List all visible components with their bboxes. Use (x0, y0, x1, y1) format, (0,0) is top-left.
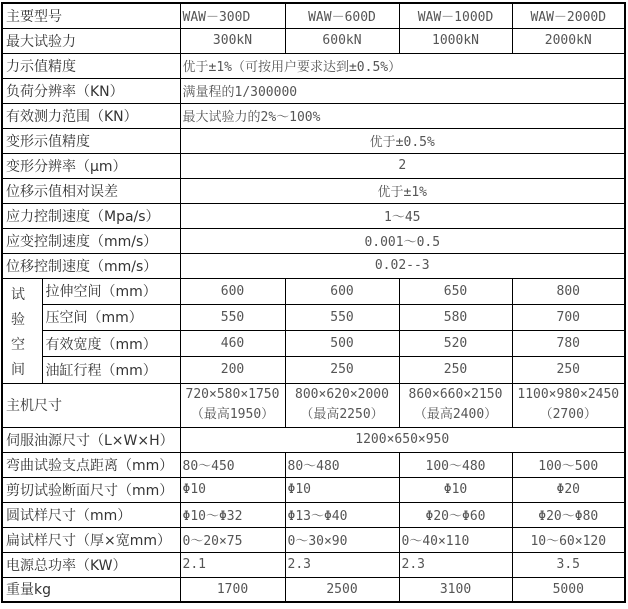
row-label: 主机尺寸 (2, 383, 180, 427)
value-cell: 800×620×2000 （最高2250） (285, 383, 399, 427)
table-row (2, 502, 625, 527)
table-row (2, 278, 625, 304)
value-cell: Φ10 (399, 477, 512, 502)
value-cell: 0～40×110 (399, 527, 512, 552)
row-label: 重量kg (2, 577, 180, 602)
value-cell: 100～480 (399, 452, 512, 477)
row-sublabel: 油缸行程（mm） (42, 357, 180, 383)
value-cell: 优于±0.5% (180, 128, 625, 153)
value-cell: 80～480 (285, 452, 399, 477)
value-cell: Φ20～Φ80 (512, 502, 625, 527)
table-row (2, 103, 625, 128)
row-label: 负荷分辨率（KN） (2, 78, 180, 103)
row-label: 力示值精度 (2, 53, 180, 78)
row-label: 弯曲试验支点距离（mm） (2, 452, 180, 477)
value-cell: 250 (285, 357, 399, 383)
table-row (2, 477, 625, 502)
value-cell: 500 (285, 331, 399, 357)
value-cell: 1200×650×950 (180, 427, 625, 452)
value-cell: 720×580×1750 （最高1950） (180, 383, 285, 427)
value-cell: 2000kN (512, 28, 625, 53)
value-cell: Φ13～Φ40 (285, 502, 399, 527)
value-cell: 580 (399, 304, 512, 330)
row-label: 应变控制速度（mm/s） (2, 228, 180, 253)
value-cell: WAW－2000D (512, 3, 625, 28)
value-cell: WAW－1000D (399, 3, 512, 28)
row-label: 变形示值精度 (2, 128, 180, 153)
value-cell: 460 (180, 331, 285, 357)
value-cell: 2500 (285, 577, 399, 602)
table-row (2, 427, 625, 452)
value-cell: 最大试验力的2%～100% (180, 103, 625, 128)
spec-table-body (2, 3, 625, 602)
table-row (2, 527, 625, 552)
value-cell: 100～500 (512, 452, 625, 477)
value-cell: 600 (180, 278, 285, 304)
table-row (2, 552, 625, 577)
row-label: 剪切试验断面尺寸（mm） (2, 477, 180, 502)
value-cell: 550 (285, 304, 399, 330)
value-cell: 550 (180, 304, 285, 330)
row-sublabel: 拉伸空间（mm） (42, 278, 180, 304)
value-cell: 满量程的1/300000 (180, 78, 625, 103)
value-cell: Φ20～Φ60 (399, 502, 512, 527)
value-cell: 2.1 (180, 552, 285, 577)
value-cell: 780 (512, 331, 625, 357)
row-sublabel: 压空间（mm） (42, 304, 180, 330)
value-cell: 0～30×90 (285, 527, 399, 552)
value-cell: 520 (399, 331, 512, 357)
value-cell: 2.3 (285, 552, 399, 577)
value-cell: 0.001～0.5 (180, 228, 625, 253)
value-cell: 1700 (180, 577, 285, 602)
value-cell: 600 (285, 278, 399, 304)
table-row (2, 178, 625, 203)
table-row (2, 452, 625, 477)
value-cell: 300kN (180, 28, 285, 53)
value-cell: 1000kN (399, 28, 512, 53)
value-cell: 2.3 (399, 552, 512, 577)
value-cell: 80～450 (180, 452, 285, 477)
row-label: 应力控制速度（Mpa/s） (2, 203, 180, 228)
value-cell: 800 (512, 278, 625, 304)
row-label: 主要型号 (2, 3, 180, 28)
table-row (2, 357, 625, 383)
value-cell: Φ20 (512, 477, 625, 502)
table-row (2, 228, 625, 253)
value-cell: 3100 (399, 577, 512, 602)
value-cell: Φ10～Φ32 (180, 502, 285, 527)
row-sublabel: 有效宽度（mm） (42, 331, 180, 357)
table-row (2, 577, 625, 602)
value-cell: Φ10 (180, 477, 285, 502)
value-cell: 优于±1%（可按用户要求达到±0.5%） (180, 53, 625, 78)
table-row (2, 153, 625, 178)
value-cell: Φ10 (285, 477, 399, 502)
row-label: 伺服油源尺寸（L×W×H） (2, 427, 180, 452)
value-cell: 3.5 (512, 552, 625, 577)
value-cell: 优于±1% (180, 178, 625, 203)
value-cell: 700 (512, 304, 625, 330)
table-row (2, 383, 625, 427)
value-cell: 250 (512, 357, 625, 383)
value-cell: 860×660×2150 （最高2400） (399, 383, 512, 427)
group-label-vertical: 试 验 空 间 (2, 278, 42, 383)
table-row (2, 304, 625, 330)
value-cell: 2 (180, 153, 625, 178)
table-row (2, 53, 625, 78)
table-row (2, 78, 625, 103)
table-row (2, 203, 625, 228)
row-label: 位移控制速度（mm/s） (2, 253, 180, 278)
value-cell: 600kN (285, 28, 399, 53)
value-cell: 5000 (512, 577, 625, 602)
value-cell: 200 (180, 357, 285, 383)
row-label: 最大试验力 (2, 28, 180, 53)
value-cell: WAW－300D (180, 3, 285, 28)
spec-table (1, 2, 626, 603)
table-row (2, 3, 625, 28)
value-cell: 0～20×75 (180, 527, 285, 552)
value-cell: 1100×980×2450 （2700） (512, 383, 625, 427)
table-row (2, 28, 625, 53)
row-label: 变形分辨率（μm） (2, 153, 180, 178)
table-row (2, 128, 625, 153)
value-cell: 250 (399, 357, 512, 383)
row-label: 圆试样尺寸（mm） (2, 502, 180, 527)
value-cell: 10～60×120 (512, 527, 625, 552)
table-row (2, 331, 625, 357)
table-row (2, 253, 625, 278)
row-label: 扁试样尺寸（厚×宽mm） (2, 527, 180, 552)
value-cell: 0.02--3 (180, 253, 625, 278)
value-cell: 650 (399, 278, 512, 304)
row-label: 位移示值相对误差 (2, 178, 180, 203)
row-label: 有效测力范围（KN） (2, 103, 180, 128)
value-cell: 1～45 (180, 203, 625, 228)
row-label: 电源总功率（KW） (2, 552, 180, 577)
value-cell: WAW－600D (285, 3, 399, 28)
